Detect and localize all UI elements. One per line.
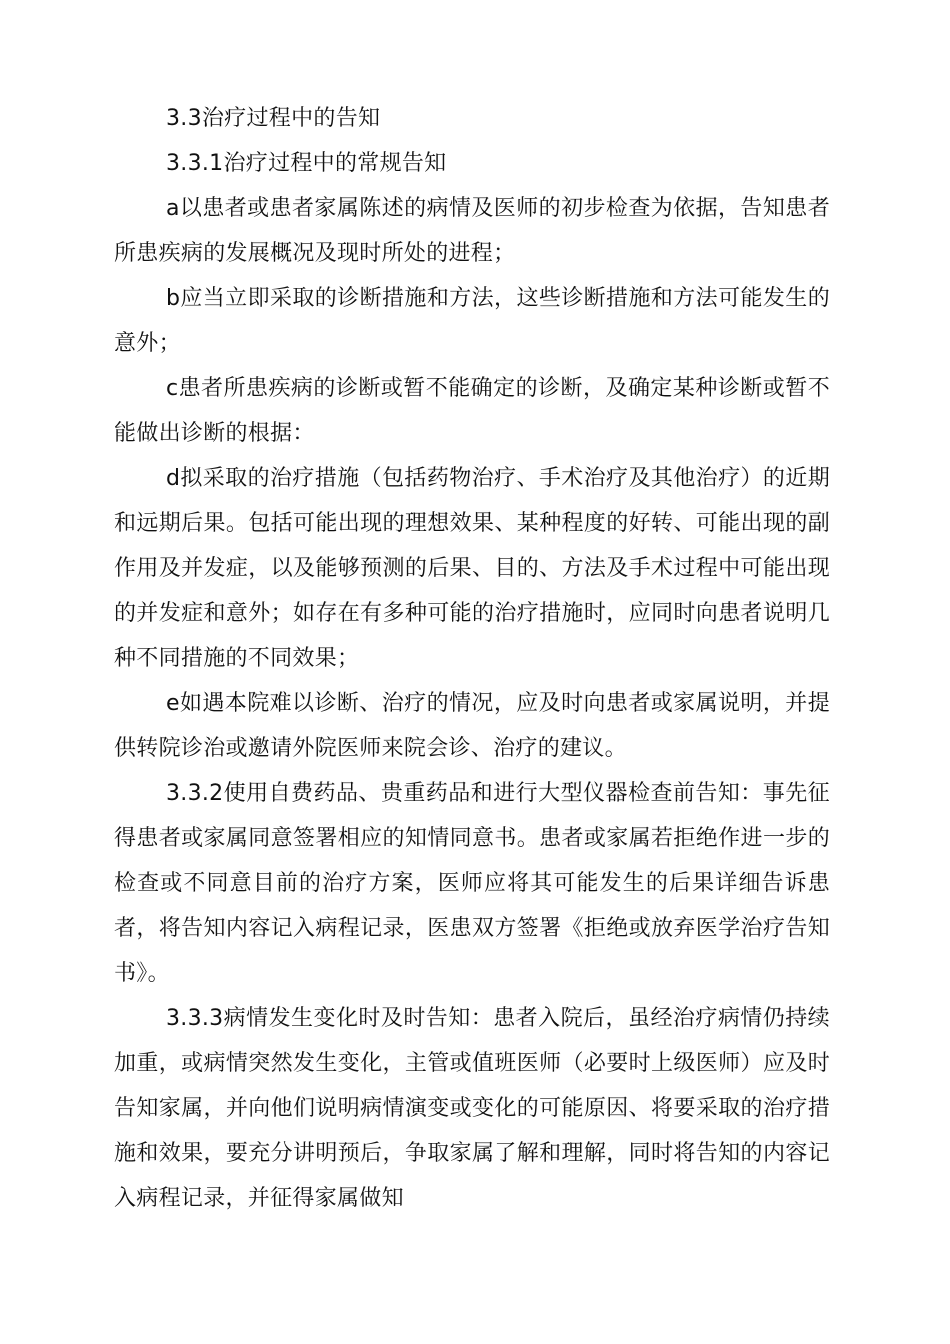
paragraph-section-3-3-2: 3.3.2使用自费药品、贵重药品和进行大型仪器检查前告知：事先征得患者或家属同意签署相应的知情同意书。患者或家属若拒绝作进一步的检查或不同意目前的治疗方案，医师应将其可能发生的后果详细告诉患者，将告知内容记入病程记录，医患双方签署《拒绝或放弃医学治疗告知书》。 xyxy=(114,781,830,986)
paragraph-item-b: b应当立即采取的诊断措施和方法，这些诊断措施和方法可能发生的意外； xyxy=(114,286,830,356)
paragraph-item-e: e如遇本院难以诊断、治疗的情况，应及时向患者或家属说明，并提供转院诊治或邀请外院医师来院会诊、治疗的建议。 xyxy=(114,691,830,761)
paragraph-section-3-3-3: 3.3.3病情发生变化时及时告知：患者入院后，虽经治疗病情仍持续加重，或病情突然发生变化，主管或值班医师（必要时上级医师）应及时告知家属，并向他们说明病情演变或变化的可能原因、将要采取的治疗措施和效果，要充分讲明预后，争取家属了解和理解，同时将告知的内容记入病程记录，并征得家属做知 xyxy=(114,1006,830,1211)
paragraph-item-c: c患者所患疾病的诊断或暂不能确定的诊断，及确定某种诊断或暂不能做出诊断的根据： xyxy=(114,376,830,446)
paragraph-item-d: d拟采取的治疗措施（包括药物治疗、手术治疗及其他治疗）的近期和远期后果。包括可能出现的理想效果、某种程度的好转、可能出现的副作用及并发症，以及能够预测的后果、目的、方法及手术过程中可能出现的并发症和意外；如存在有多种可能的治疗措施时，应同时向患者说明几种不同措施的不同效果； xyxy=(114,466,830,671)
section-heading-3-3: 3.3治疗过程中的告知 xyxy=(166,106,381,131)
section-heading-3-3-1: 3.3.1治疗过程中的常规告知 xyxy=(166,151,447,176)
paragraph-item-a: a以患者或患者家属陈述的病情及医师的初步检查为依据，告知患者所患疾病的发展概况及现时所处的进程； xyxy=(114,196,830,266)
document-body xyxy=(114,96,830,1221)
